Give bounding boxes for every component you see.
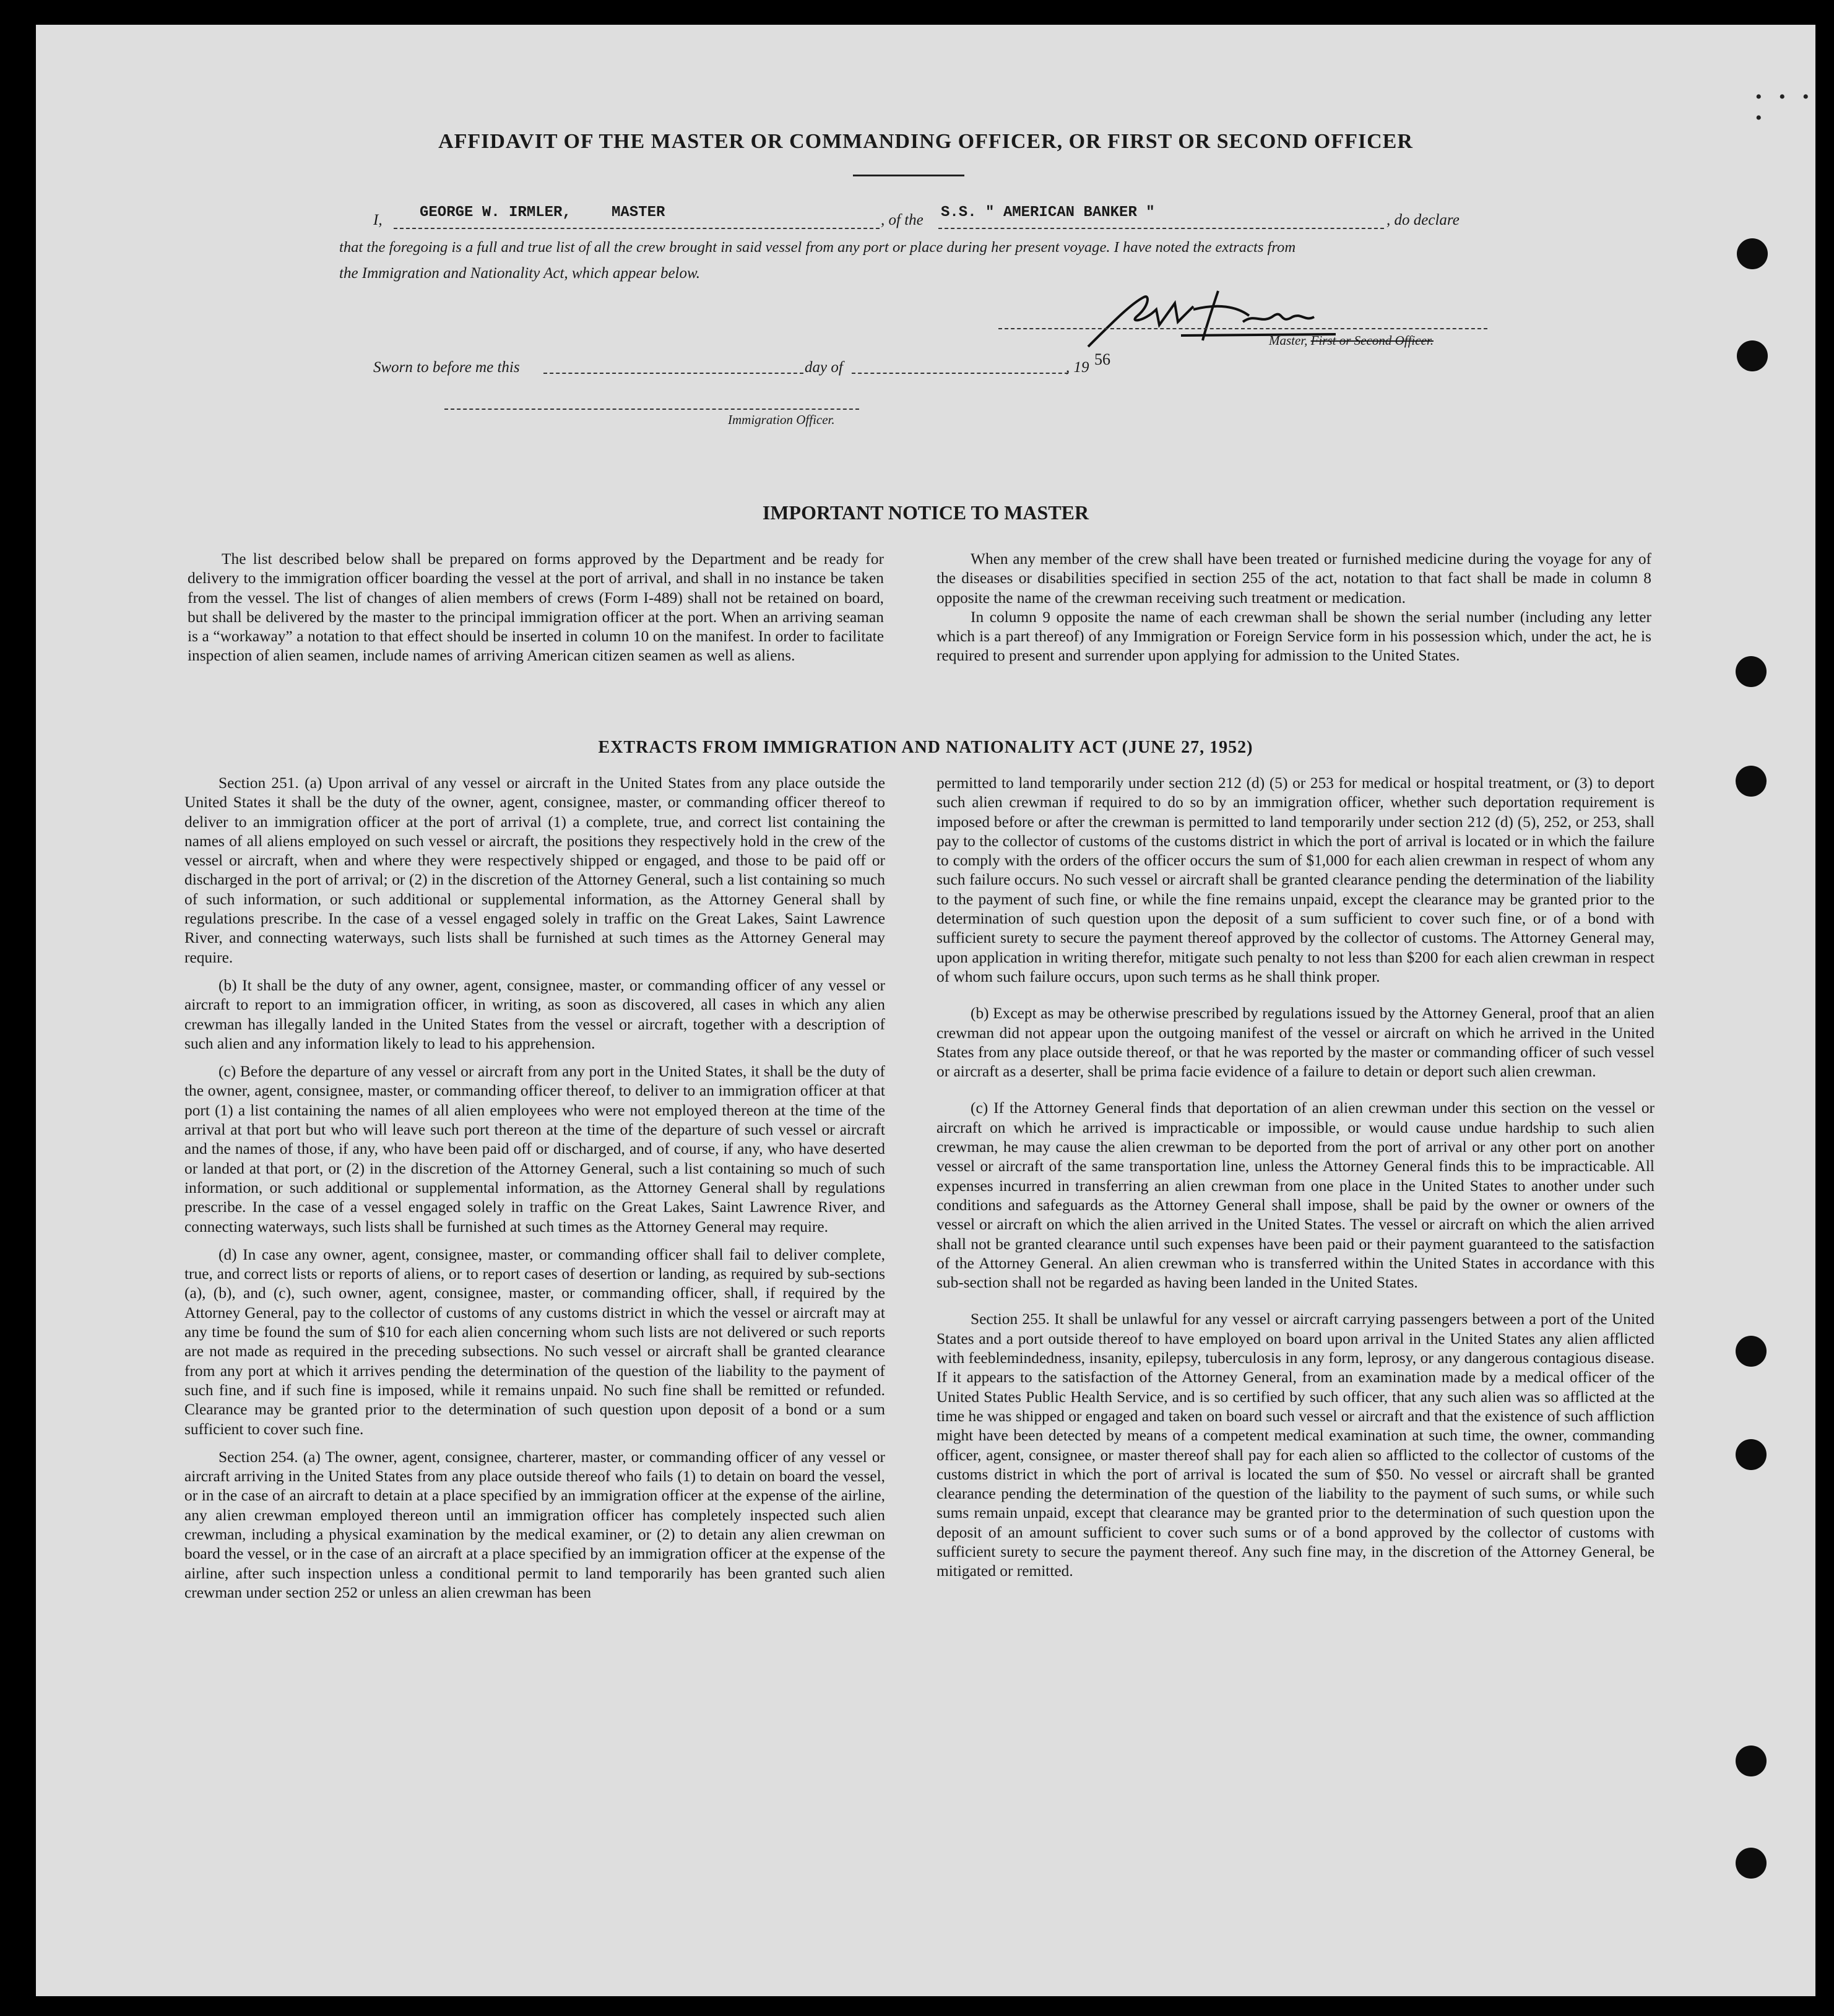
- day-of-label: day of: [805, 359, 843, 376]
- signature-caption-master: Master,: [1269, 333, 1308, 348]
- section-254-b: (b) Except as may be otherwise prescribed by regulations issued by the Attorney General, proof that an alien crewman did not appear upon the outgoing manifest of the vessel or aircraft on which he arrived in the United States from any place outside thereof, or that he was reported by the master or commanding officer of such vessel or aircraft as a deserter, shall be prima facie evidence of a failure to detain or deport such alien crewman.: [936, 1005, 1654, 1081]
- extracts-right-column: [936, 774, 1654, 1581]
- vessel-name: S.S. " AMERICAN BANKER ": [941, 204, 1155, 221]
- punch-hole: [1736, 1336, 1767, 1367]
- punch-hole: [1736, 766, 1767, 797]
- declaration-prefix: I,: [373, 212, 383, 228]
- section-251-a: Section 251. (a) Upon arrival of any vessel or aircraft in the United States from any place outside the United States it shall be the duty of the owner, agent, consignee, master, or commanding officer thereof to deliver to an immigration officer at the port of arrival (1) a complete, true, and correct list containing the names of all aliens employed on such vessel or aircraft, the positions they respectively hold in the crew of the vessel or aircraft, when and where they were respectively shipped or engaged, and those to be paid off or discharged in the port of arrival; or (2) in the discretion of the Attorney General, such a list containing so much of such information, or such additional or supplemental information, as the Attorney General shall by regulations prescribe. In the case of a vessel engaged solely in traffic on the Great Lakes, Saint Lawrence River, and connecting waterways, such lists shall be furnished at such times as the Attorney General may require.: [184, 774, 885, 966]
- notice-title: IMPORTANT NOTICE TO MASTER: [762, 501, 1089, 524]
- declarant-name: GEORGE W. IRMLER,: [420, 204, 571, 221]
- sworn-month-line: [852, 373, 1068, 374]
- section-255: Section 255. It shall be unlawful for any vessel or aircraft carrying passengers between a port of the United States and a port outside thereof to have employed on board upon arrival in the United States any alien afflicted with feeblemindedness, insanity, epilepsy, tuberculosis in any form, leprosy, or any dangerous contagious disease. If it appears to the satisfaction of the Attorney General, from an examination made by a medical officer of the United States Public Health Service, and is so certified by such officer, that any such alien was so afflicted at the time he was shipped or engaged and taken on board such vessel or aircraft and that the existence of such affliction might have been detected by means of a competent medical examination at such time, the owner, commanding officer, agent, consignee, or master thereof shall pay for each alien so afflicted to the collector of customs of the customs district in which the port of arrival is located the sum of $50. No vessel or aircraft shall be granted clearance pending the determination of the question of the liability to the payment of such sums, or while such sums remain unpaid, except that clearance may be granted prior to the determination of such question upon the deposit of an amount sufficient to cover such sums or of a bond approved by the collector of customs with sufficient surety to secure the payment thereof. Any such fine may, in the discretion of the Attorney General, be mitigated or remitted.: [936, 1310, 1654, 1580]
- punch-hole: [1736, 656, 1767, 687]
- vessel-line: [938, 228, 1384, 229]
- name-line: [394, 228, 880, 229]
- extracts-title: EXTRACTS FROM IMMIGRATION AND NATIONALITY ACT (JUNE 27, 1952): [598, 738, 1253, 757]
- affidavit-title: AFFIDAVIT OF THE MASTER OR COMMANDING OFFICER, OR FIRST OR SECOND OFFICER: [438, 130, 1413, 153]
- notice-right-paragraph-2: In column 9 opposite the name of each crewman shall be shown the serial number (including any letter which is a part thereof) of any Immigration or Foreign Service form in his possession which, under the act, he is required to present and surrender upon applying for admission to the United States.: [936, 608, 1651, 665]
- punch-hole: [1737, 238, 1768, 269]
- sworn-day-line: [543, 373, 803, 374]
- signature-line: [998, 328, 1487, 329]
- signature-caption: [1269, 333, 1434, 348]
- punch-hole: [1736, 1746, 1767, 1776]
- section-254-c: (c) If the Attorney General finds that deportation of an alien crewman under this section on the vessel or aircraft on which he arrived is impracticable or impossible, or would cause undue hardship to such alien crewman, he may cause the alien crewman to be deported from the port of arrival or any other port on another vessel or aircraft of the same transportation line, unless the Attorney General finds this to be impracticable. All expenses incurred in transferring an alien crewman from one place in the United States to another under such conditions and safeguards as the Attorney General shall impose, shall be paid by the owner or owners of the vessel or aircraft on which the alien arrived in the United States. The vessel or aircraft on which the alien arrived shall not be granted clearance until such expenses have been paid or their payment guaranteed to the satisfaction of the Attorney General. An alien crewman who is transferred within the United States in accordance with this sub-section shall not be regarded as having been landed in the United States.: [936, 1099, 1654, 1292]
- declarant-role: MASTER: [612, 204, 665, 221]
- officer-line: [444, 409, 859, 410]
- declaration-line-3: the Immigration and Nationality Act, which appear below.: [339, 265, 701, 282]
- notice-right-column: [936, 550, 1651, 666]
- section-254-a-continued: permitted to land temporarily under section 212 (d) (5) or 253 for medical or hospital treatment, or (3) to deport such alien crewman if required to do so by an immigration officer, whether such deportation requirement is imposed before or after the crewman is permitted to land temporarily under section 212 (d) (5), 252, or 253, shall pay to the collector of customs of the customs district in which the port of arrival is located or in which the failure to comply with the orders of the officer occurs the sum of $1,000 for each alien crewman in respect of whom any such failure occurs. No such vessel or aircraft shall be granted clearance pending the determination of the liability to the payment of such fine, or while the fine remains unpaid, except the clearance may be granted prior to the determination of such question upon the deposit of a sum sufficient to cover such fine, or of a bond with sufficient surety to secure the payment thereof approved by the collector of customs. The Attorney General may, upon application in writing therefor, mitigate such penalty to not less than $200 for each alien crewman in respect of whom such failure occurs, upon such terms as he shall think proper.: [936, 774, 1654, 985]
- title-rule: [853, 175, 964, 176]
- section-254-a: Section 254. (a) The owner, agent, consignee, charterer, master, or commanding officer of any vessel or aircraft arriving in the United States from any place outside thereof who fails (1) to detain on board the vessel, or in the case of an aircraft to detain at a place specified by an immigration officer at the expense of the airline, any alien crewman employed thereon until an immigration officer has completely inspected such alien crewman, including a physical examination by the medical examiner, or (2) to detain any alien crewman on board the vessel, or in the case of an aircraft at a place specified by an immigration officer at the expense of the airline, after such inspection unless a conditional permit to land temporarily has been granted such alien crewman under section 252 or unless an alien crewman has been: [184, 1448, 885, 1601]
- punch-hole: [1737, 340, 1768, 371]
- officer-caption: Immigration Officer.: [728, 412, 835, 427]
- extracts-left-column: [184, 774, 885, 1603]
- document-page: [36, 25, 1815, 1996]
- of-the-label: , of the: [881, 212, 923, 228]
- notice-right-paragraph-1: When any member of the crew shall have been treated or furnished medicine during the voyage for any of the diseases or disabilities specified in section 255 of the act, notation to that fact shall be made in column 8 opposite the name of the crewman receiving such treatment or medication.: [936, 550, 1651, 607]
- section-251-c: (c) Before the departure of any vessel or aircraft from any port in the United States, it shall be the duty of the owner, agent, consignee, master, or commanding officer thereof, to deliver to an immigration officer at that port (1) a list containing the names of all alien employees who were not employed thereon at the time of the arrival at that port but who will leave such port thereon at the time of the departure of such vessel or aircraft and the names of those, if any, who have been paid off or discharged, and of course, if any, who have deserted or landed at that port, or (2) in the discretion of the Attorney General, such a list containing so much of such information, or such additional or supplemental information, as the Attorney General shall by regulations prescribe. In the case of a vessel engaged solely in traffic on the Great Lakes, Saint Lawrence River, and connecting waterways, such lists shall be furnished at such times as the Attorney General may require.: [184, 1063, 885, 1235]
- corner-marks: • • • •: [1755, 87, 1815, 128]
- year-prefix: , 19: [1066, 359, 1089, 376]
- declaration-line-2: that the foregoing is a full and true list of all the crew brought in said vessel from any port or place during her present voyage. I have noted the extracts from: [339, 239, 1296, 256]
- punch-hole: [1736, 1848, 1767, 1879]
- year-value: 56: [1094, 350, 1110, 368]
- punch-hole: [1736, 1439, 1767, 1470]
- section-251-b: (b) It shall be the duty of any owner, agent, consignee, master, or commanding officer of any vessel or aircraft to report to an immigration officer, in writing, as soon as discovered, all cases in which any alien crewman has illegally landed in the United States from the vessel or aircraft, together with a description of such alien and any information likely to lead to his apprehension.: [184, 976, 885, 1052]
- do-declare-label: , do declare: [1386, 212, 1460, 228]
- section-251-d: (d) In case any owner, agent, consignee, master, or commanding officer shall fail to deliver complete, true, and correct lists or reports of aliens, or to report cases of desertion or landing, as required by sub-sections (a), (b), and (c), such owner, agent, consignee, master, or commanding officer, shall, if required by the Attorney General, pay to the collector of customs of any customs district in which the vessel or aircraft may at any time be found the sum of $10 for each alien concerning whom such lists are not delivered or such reports are not made as required in the preceding subsections. No such vessel or aircraft shall be granted clearance from any port at which it arrives pending the determination of the question of the liability to the payment of such fine, and if such fine is imposed, while it remains unpaid. No such fine shall be remitted or refunded. Clearance may be granted prior to the determination of such question upon deposit of a bond or a sum sufficient to cover such fine.: [184, 1245, 885, 1438]
- signature-caption-struck: First or Second Officer.: [1310, 333, 1434, 348]
- notice-left-column: [188, 550, 884, 666]
- notice-left-paragraph: The list described below shall be prepared on forms approved by the Department and be ready for delivery to the immigration officer boarding the vessel at the port of arrival, and shall in no instance be taken from the vessel. The list of changes of alien members of crews (Form I-489) shall not be retained on board, but shall be delivered by the master to the principal immigration officer at the port. When an arriving seaman is a “workaway” a notation to that effect should be inserted in column 10 on the manifest. In order to facilitate inspection of alien seamen, include names of arriving American citizen seamen as well as aliens.: [188, 550, 884, 665]
- sworn-prefix: Sworn to before me this: [373, 359, 520, 376]
